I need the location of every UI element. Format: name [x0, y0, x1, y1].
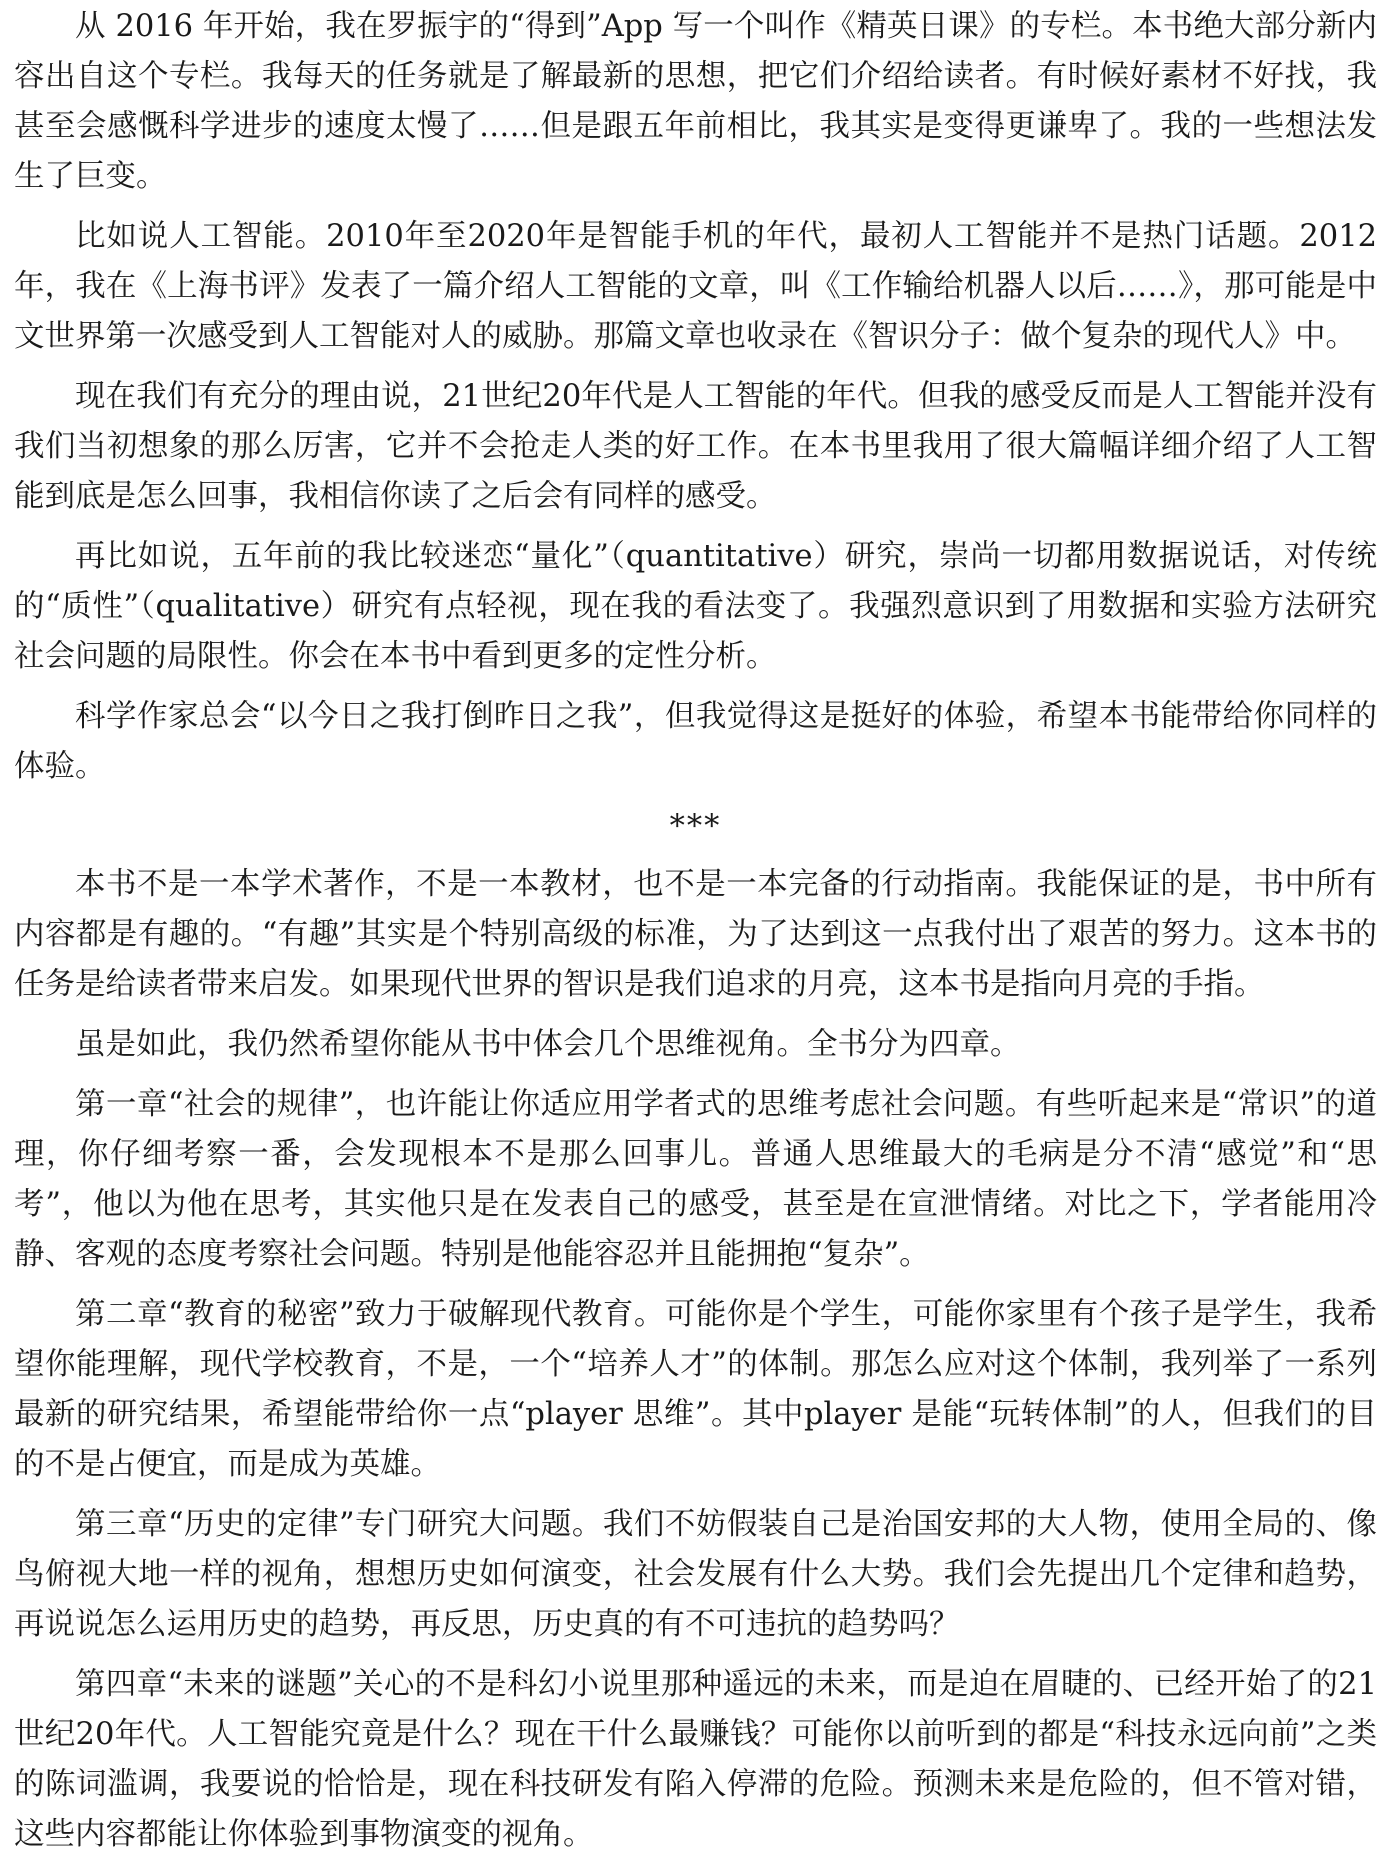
- paragraph-column-origin: 从 2016 年开始，我在罗振宇的“得到”App 写一个叫作《精英日课》的专栏。本书绝大部分新内容出自这个专栏。我每天的任务就是了解最新的思想，把它们介绍给读者。有时候好素材不好找，我甚至会感慨科学进步的速度太慢了……但是跟五年前相比，我其实是变得更谦卑了。我的一些想法发生了巨变。: [14, 9, 1377, 194]
- paragraph-chapter-one: 第一章“社会的规律”，也许能让你适应用学者式的思维考虑社会问题。有些听起来是“常识”的道理，你仔细考察一番，会发现根本不是那么回事儿。普通人思维最大的毛病是分不清“感觉”和“思考”，他以为他在思考，其实他只是在发表自己的感受，甚至是在宣泄情绪。对比之下，学者能用冷静、客观的态度考察社会问题。特别是他能容忍并且能拥抱“复杂”。: [14, 1087, 1377, 1272]
- paragraph-chapter-four: 第四章“未来的谜题”关心的不是科幻小说里那种遥远的未来，而是迫在眉睫的、已经开始了的21世纪20年代。人工智能究竟是什么？现在干什么最赚钱？可能你以前听到的都是“科技永远向前”之类的陈词滥调，我要说的恰恰是，现在科技研发有陷入停滞的危险。预测未来是危险的，但不管对错，这些内容都能让你体验到事物演变的视角。: [14, 1667, 1377, 1852]
- paragraph-quantitative: 再比如说，五年前的我比较迷恋“量化”（quantitative）研究，崇尚一切都用数据说话，对传统的“质性”（qualitative）研究有点轻视，现在我的看法变了。我强烈意识到了用数据和实验方法研究社会问题的局限性。你会在本书中看到更多的定性分析。: [14, 539, 1377, 674]
- paragraph-chapter-three: 第三章“历史的定律”专门研究大问题。我们不妨假装自己是治国安邦的大人物，使用全局的、像鸟俯视大地一样的视角，想想历史如何演变，社会发展有什么大势。我们会先提出几个定律和趋势，再说说怎么运用历史的趋势，再反思，历史真的有不可违抗的趋势吗？: [14, 1507, 1377, 1642]
- paragraph-ai-decade: 现在我们有充分的理由说，21世纪20年代是人工智能的年代。但我的感受反而是人工智能并没有我们当初想象的那么厉害，它并不会抢走人类的好工作。在本书里我用了很大篇幅详细介绍了人工智能到底是怎么回事，我相信你读了之后会有同样的感受。: [14, 379, 1377, 514]
- paragraph-ai-example: 比如说人工智能。2010年至2020年是智能手机的年代，最初人工智能并不是热门话题。2012年，我在《上海书评》发表了一篇介绍人工智能的文章，叫《工作输给机器人以后……》，那可能是中文世界第一次感受到人工智能对人的威胁。那篇文章也收录在《智识分子：做个复杂的现代人》中。: [14, 219, 1377, 354]
- paragraph-four-chapters: 虽是如此，我仍然希望你能从书中体会几个思维视角。全书分为四章。: [75, 1027, 1021, 1062]
- paragraph-science-writer: 科学作家总会“以今日之我打倒昨日之我”，但我觉得这是挺好的体验，希望本书能带给你同样的体验。: [14, 699, 1377, 784]
- paragraph-chapter-two: 第二章“教育的秘密”致力于破解现代教育。可能你是个学生，可能你家里有个孩子是学生，我希望你能理解，现代学校教育，不是，一个“培养人才”的体制。那怎么应对这个体制，我列举了一系列最新的研究结果，希望能带给你一点“player 思维”。其中player 是能“玩转体制”的人，但我们的目的不是占便宜，而是成为英雄。: [14, 1297, 1377, 1482]
- section-separator: ***: [669, 809, 722, 844]
- paragraph-book-purpose: 本书不是一本学术著作，不是一本教材，也不是一本完备的行动指南。我能保证的是，书中所有内容都是有趣的。“有趣”其实是个特别高级的标准，为了达到这一点我付出了艰苦的努力。这本书的任务是给读者带来启发。如果现代世界的智识是我们追求的月亮，这本书是指向月亮的手指。: [14, 867, 1377, 1002]
